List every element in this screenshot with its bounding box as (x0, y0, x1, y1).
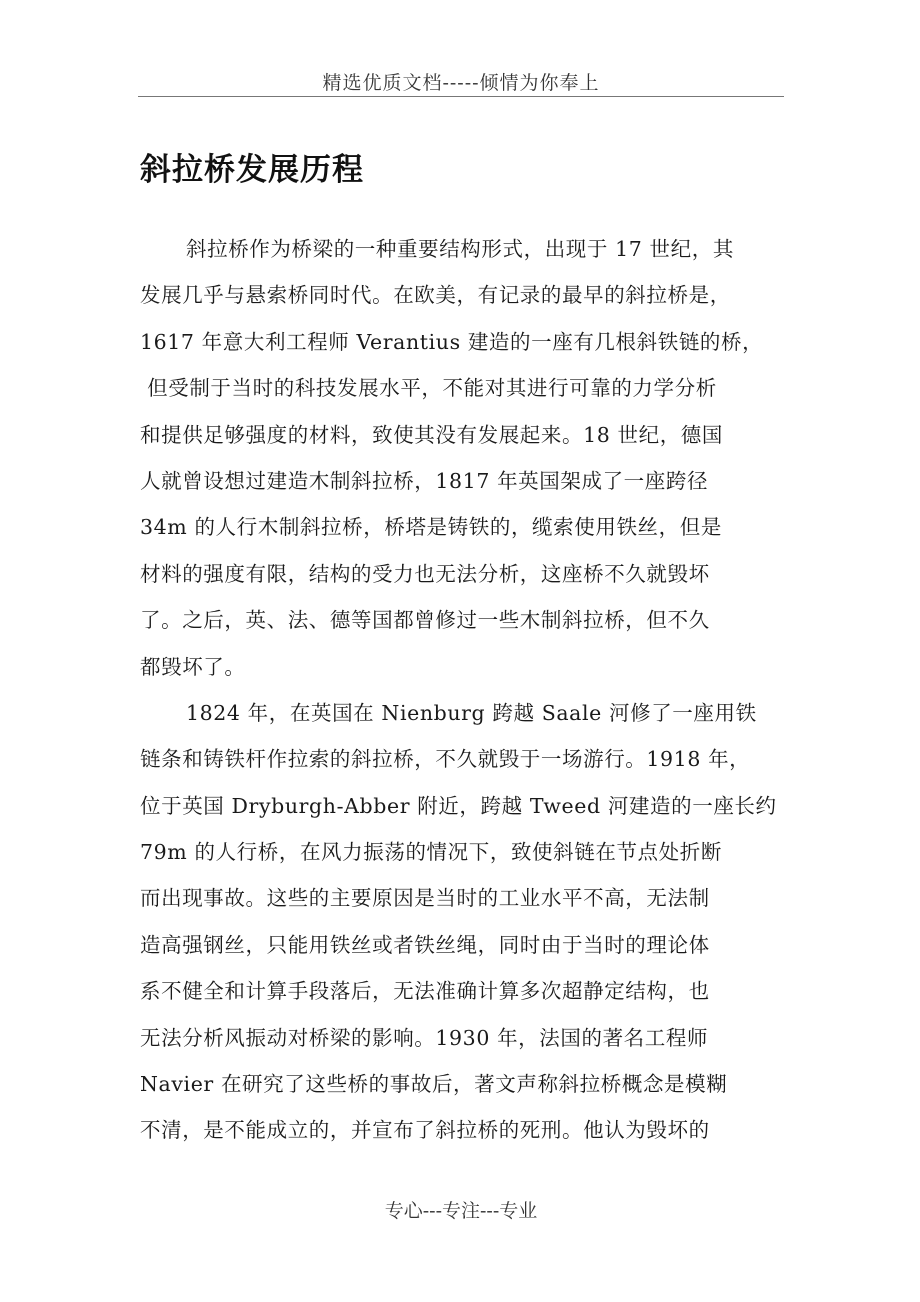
paragraph-line: 而出现事故。这些的主要原因是当时的工业水平不高，无法制 (140, 886, 710, 911)
paragraph-line: 发展几乎与悬索桥同时代。在欧美，有记录的最早的斜拉桥是， (140, 283, 731, 308)
paragraph-line: 位于英国 Dryburgh-Abber 附近，跨越 Tweed 河建造的一座长约 (140, 793, 777, 818)
paragraph-line: 34m 的人行木制斜拉桥，桥塔是铸铁的，缆索使用铁丝，但是 (140, 515, 722, 540)
paragraph-line: 材料的强度有限，结构的受力也无法分析，这座桥不久就毁坏 (140, 561, 710, 586)
paragraph-line: 了。之后，英、法、德等国都曾修过一些木制斜拉桥，但不久 (140, 608, 710, 633)
paragraph-line: 人就曾设想过建造木制斜拉桥，1817 年英国架成了一座跨径 (140, 468, 709, 493)
page-footer: 专心---专注---专业 (384, 1200, 538, 1222)
paragraph-line: 系不健全和计算手段落后，无法准确计算多次超静定结构，也 (140, 979, 710, 1004)
paragraph-line: 和提供足够强度的材料，致使其没有发展起来。18 世纪，德国 (140, 422, 723, 447)
paragraph-line: Navier 在研究了这些桥的事故后，著文声称斜拉桥概念是模糊 (140, 1072, 728, 1097)
document-body (140, 226, 800, 1154)
paragraph-line: 79m 的人行桥，在风力振荡的情况下，致使斜链在节点处折断 (140, 840, 722, 865)
paragraph-line: 不清，是不能成立的，并宣布了斜拉桥的死刑。他认为毁坏的 (140, 1118, 710, 1143)
paragraph-line: 斜拉桥作为桥梁的一种重要结构形式，出现于 17 世纪，其 (186, 237, 734, 261)
document-title: 斜拉桥发展历程 (140, 152, 364, 188)
paragraph-line: 1617 年意大利工程师 Verantius 建造的一座有几根斜铁链的桥， (140, 329, 764, 354)
paragraph-2 (140, 690, 800, 1154)
header-divider (138, 96, 784, 97)
paragraph-line: 但受制于当时的科技发展水平，不能对其进行可靠的力学分析 (140, 376, 717, 401)
paragraph-line: 无法分析风振动对桥梁的影响。1930 年，法国的著名工程师 (140, 1025, 709, 1050)
paragraph-line: 都毁坏了。 (140, 654, 246, 679)
paragraph-line: 造高强钢丝，只能用铁丝或者铁丝绳，同时由于当时的理论体 (140, 932, 710, 957)
page-header: 精选优质文档-----倾情为你奉上 (322, 72, 600, 94)
paragraph-1 (140, 226, 800, 690)
paragraph-line: 1824 年，在英国在 Nienburg 跨越 Saale 河修了一座用铁 (186, 700, 757, 725)
paragraph-line: 链条和铸铁杆作拉索的斜拉桥，不久就毁于一场游行。1918 年， (140, 747, 751, 772)
